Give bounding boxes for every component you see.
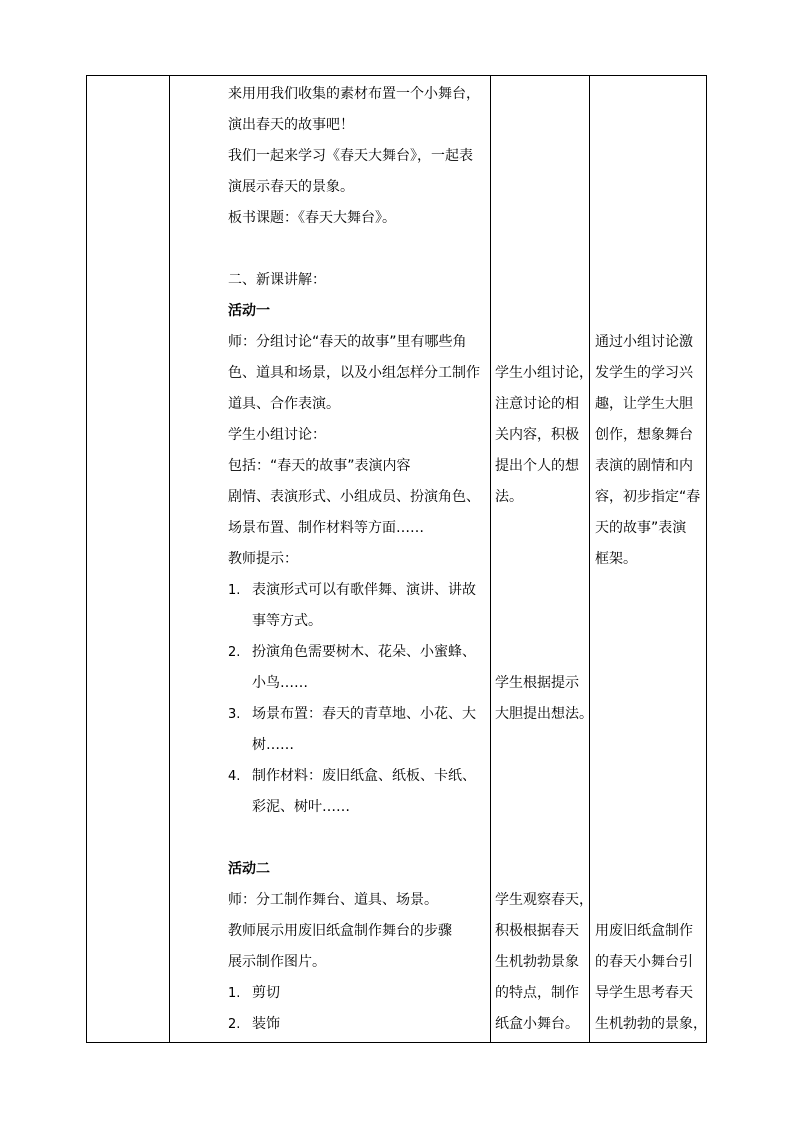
list-item-text: 彩泥、树叶…… <box>252 799 350 815</box>
text-line: 发学生的学习兴 <box>595 365 693 381</box>
text-line: 趣，让学生大胆 <box>595 396 693 412</box>
text-line: 积极根据春天 <box>495 923 579 939</box>
text-line: 学生小组讨论， <box>495 365 593 381</box>
text-line: 大胆提出想法。 <box>495 706 593 722</box>
text-line: 的春天小舞台引 <box>595 954 693 970</box>
text-line: 色、道具和场景，以及小组怎样分工制作 <box>228 365 480 381</box>
section-heading: 二、新课讲解： <box>228 272 326 288</box>
activity-one-heading: 活动一 <box>228 303 270 319</box>
text-line: 表演的剧情和内 <box>595 458 693 474</box>
text-line: 教师展示用废旧纸盒制作舞台的步骤 <box>228 923 452 939</box>
list-number: 1. <box>228 986 241 1001</box>
list-item-text: 扮演角色需要树木、花朵、小蜜蜂、 <box>252 644 476 660</box>
text-line: 的特点，制作 <box>495 985 579 1001</box>
text-line: 学生观察春天， <box>495 892 593 908</box>
text-line: 师：分工制作舞台、道具、场景。 <box>228 892 438 908</box>
list-item-text: 表演形式可以有歌伴舞、演讲、讲故 <box>252 582 476 598</box>
text-line: 框架。 <box>595 551 637 567</box>
list-item-text: 树…… <box>252 737 294 753</box>
text-line: 提出个人的想 <box>495 458 579 474</box>
activity-two-heading: 活动二 <box>228 861 270 877</box>
text-line: 演展示春天的景象。 <box>228 179 354 195</box>
list-number: 1. <box>228 583 241 598</box>
text-line: 来用用我们收集的素材布置一个小舞台， <box>228 86 480 102</box>
list-item-text: 场景布置：春天的青草地、小花、大 <box>252 706 476 722</box>
lesson-plan-table <box>86 75 707 1043</box>
list-item-text: 事等方式。 <box>252 613 322 629</box>
text-line: 教师提示： <box>228 551 298 567</box>
column-divider <box>169 76 170 1042</box>
text-line: 包括：“春天的故事”表演内容 <box>228 458 411 474</box>
list-item-text: 小鸟…… <box>252 675 308 691</box>
text-line: 我们一起来学习《春天大舞台》，一起表 <box>228 148 473 164</box>
text-line: 天的故事”表演 <box>595 520 687 536</box>
text-line: 展示制作图片。 <box>228 954 326 970</box>
list-item-text: 剪切 <box>252 985 280 1001</box>
text-line: 道具、合作表演。 <box>228 396 340 412</box>
text-line: 生机勃勃景象 <box>495 954 579 970</box>
list-number: 4. <box>228 769 241 784</box>
list-number: 2. <box>228 1017 241 1032</box>
text-line: 通过小组讨论激 <box>595 334 693 350</box>
text-line: 关内容，积极 <box>495 427 579 443</box>
text-line: 纸盒小舞台。 <box>495 1016 579 1032</box>
text-line: 师：分组讨论“春天的故事”里有哪些角 <box>228 334 467 350</box>
text-line: 场景布置、制作材料等方面…… <box>228 520 424 536</box>
text-line: 剧情、表演形式、小组成员、扮演角色、 <box>228 489 480 505</box>
column-divider <box>490 76 491 1042</box>
list-number: 2. <box>228 645 241 660</box>
text-line: 生机勃勃的景象， <box>595 1016 707 1032</box>
text-line: 演出春天的故事吧！ <box>228 117 354 133</box>
text-line: 容，初步指定“春 <box>595 489 701 505</box>
text-line: 创作，想象舞台 <box>595 427 693 443</box>
text-line: 法。 <box>495 489 523 505</box>
text-line: 注意讨论的相 <box>495 396 579 412</box>
text-line: 学生根据提示 <box>495 675 579 691</box>
text-line: 学生小组讨论： <box>228 427 326 443</box>
text-line: 用废旧纸盒制作 <box>595 923 693 939</box>
list-number: 3. <box>228 707 241 722</box>
text-line: 导学生思考春天 <box>595 985 693 1001</box>
text-line: 板书课题：《春天大舞台》。 <box>228 210 396 226</box>
list-item-text: 装饰 <box>252 1016 280 1032</box>
list-item-text: 制作材料：废旧纸盒、纸板、卡纸、 <box>252 768 476 784</box>
